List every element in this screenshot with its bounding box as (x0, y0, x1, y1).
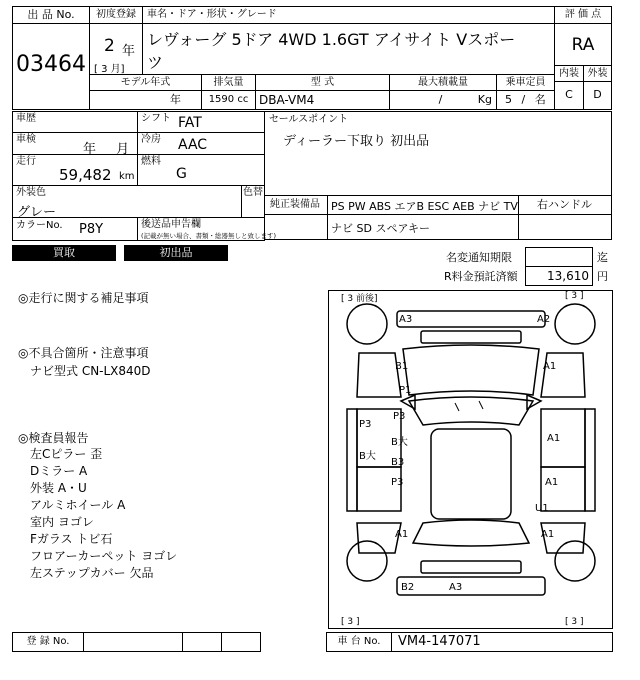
interior-score-cell (554, 81, 584, 110)
color-change-cell (241, 185, 265, 218)
ext-color-cell (12, 185, 242, 218)
damage-tag: A1 (543, 361, 557, 372)
displacement-value: 1590 cc (208, 94, 249, 105)
damage-tag: A1 (541, 529, 555, 540)
fuel-cell (137, 154, 265, 186)
damage-tag: B3 (391, 457, 405, 468)
car-name-label-cell (142, 6, 555, 24)
equip-label: 純正装備品 (270, 199, 320, 210)
max-load-label: 最大積載量 (418, 77, 468, 88)
wheel-front-left (347, 304, 387, 344)
inspection-value: 年 月 (83, 142, 130, 157)
year-unit: 年 (122, 44, 136, 59)
type-label: 型 式 (310, 77, 335, 88)
first-reg-label-cell (89, 6, 143, 24)
model-year-value: 年 (170, 93, 181, 106)
inspector-line: アルミホイール A (30, 498, 126, 512)
capacity-label-cell (496, 74, 555, 91)
damage-tag: A3 (399, 314, 413, 325)
sales-label: セールスポイント (269, 114, 349, 125)
shift-value: FAT (178, 115, 202, 131)
damage-tag: P3 (393, 411, 406, 422)
capacity-value: 5 / 名 (505, 93, 546, 106)
extra-equip-line (264, 214, 328, 240)
fuel-value: G (176, 166, 187, 182)
docs-label: 後送品申告欄 (141, 219, 201, 230)
inspector-line: Dミラー A (30, 464, 88, 478)
recycle-amount: 13,610 (547, 269, 589, 283)
shift-cell (137, 111, 265, 133)
history-cell (12, 111, 138, 133)
shift-label: シフト (141, 113, 171, 124)
exterior-label: 外装 (587, 68, 608, 79)
notice-label: 名変通知期限 (446, 251, 512, 264)
inspector-title: ◎検査員報告 (18, 431, 89, 445)
equipment-cell (327, 195, 519, 215)
score-cell (554, 23, 612, 66)
wheel-rear-right (555, 541, 595, 581)
max-load-cell (389, 90, 497, 110)
interior-score: C (565, 88, 573, 101)
docs-note: (記載が無い場合、書類・総器無しと致します) (141, 232, 277, 240)
reg-value-cell (83, 632, 183, 652)
defect-title: ◎不具合箇所・注意事項 (18, 346, 149, 360)
inspector-line: 外装 A・U (30, 481, 87, 495)
notice-unit: 迄 (597, 251, 608, 264)
score-label-cell (554, 6, 612, 24)
damage-tag: A2 (537, 314, 551, 325)
first-listing-button[interactable]: 初出品 (124, 245, 228, 261)
extra-equip-cell (327, 214, 519, 240)
fuel-label: 燃料 (141, 156, 161, 167)
type-label-cell (255, 74, 390, 91)
displacement-label: 排気量 (213, 77, 244, 88)
equipment-cell-right (518, 195, 612, 215)
chassis-label: 車 台 No. (337, 636, 381, 647)
damage-tag: B大 (359, 451, 376, 462)
damage-tag: P3 (391, 477, 404, 488)
buy-button[interactable]: 買取 (12, 245, 116, 261)
inspector-line: Fガラス トビ石 (30, 532, 113, 546)
ac-cell (137, 132, 265, 155)
car-name-label: 車名・ドア・形状・グレード (147, 9, 277, 20)
ac-label: 冷房 (141, 134, 161, 145)
displacement-cell (201, 90, 256, 110)
lot-number: 03464 (16, 52, 86, 77)
model-year-cell (89, 90, 202, 110)
recycle-unit: 円 (597, 270, 608, 283)
corner-front-right: [ 3 ] (565, 291, 584, 301)
damage-tag: A1 (395, 529, 409, 540)
car-diagram (328, 290, 613, 629)
lot-number-cell (12, 23, 90, 110)
driving-title: ◎走行に関する補足事項 (18, 291, 149, 305)
chassis-value: VM4-147071 (398, 634, 481, 649)
history-label: 車歴 (16, 113, 36, 124)
interior-label: 内装 (559, 68, 579, 79)
model-year-label: モデル年式 (120, 77, 171, 88)
equipment-value: PS PW ABS エアB ESC AEB ナビ TV (331, 200, 518, 213)
reg-label: 登 録 No. (26, 636, 70, 647)
recycle-label: R料金預託済額 (444, 270, 518, 283)
interior-label-cell (554, 65, 584, 82)
chassis-value-cell (391, 632, 613, 652)
lot-label-cell (12, 6, 90, 24)
docs-cell (137, 217, 277, 241)
displacement-label-cell (201, 74, 256, 91)
exterior-label-cell (583, 65, 612, 82)
color-change-label: 色替 (243, 187, 263, 198)
capacity-cell (496, 90, 555, 110)
equip-label-cell (264, 195, 328, 215)
inspection-label: 車検 (16, 134, 36, 145)
reg-value-cell-3 (221, 632, 261, 652)
damage-tag: B2 (401, 582, 415, 593)
first-reg-cell (89, 23, 143, 75)
damage-tag: B1 (395, 361, 409, 372)
extra-equip-right (518, 214, 612, 240)
damage-tag: P1 (399, 385, 412, 396)
type-cell (255, 90, 390, 110)
exterior-score-cell (583, 81, 612, 110)
ext-color-value: グレー (17, 205, 57, 220)
model-year-label-cell (89, 74, 202, 91)
ext-color-label: 外装色 (16, 187, 46, 198)
recycle-box (525, 266, 593, 286)
max-load-label-cell (389, 74, 497, 91)
damage-tag: A1 (547, 433, 561, 444)
inspector-line: 室内 ヨゴレ (30, 515, 94, 529)
sales-text: ディーラー下取り 初出品 (283, 134, 430, 149)
first-reg-label: 初度登録 (96, 9, 136, 20)
lot-label: 出 品 No. (27, 8, 75, 21)
exterior-score: D (593, 88, 602, 101)
color-no-value: P8Y (79, 222, 104, 237)
corner-front-left: [ 3 前後] (341, 294, 378, 304)
wheel-front-right (555, 304, 595, 344)
max-load-value: / Kg (438, 93, 492, 106)
inspector-line: フロアーカーペット ヨゴレ (30, 549, 178, 563)
color-no-cell (12, 217, 138, 241)
color-no-label: カラーNo. (16, 220, 63, 231)
ac-value: AAC (178, 137, 208, 153)
corner-rear-right: [ 3 ] (565, 617, 584, 627)
damage-tag: U1 (535, 503, 549, 514)
capacity-label: 乗車定員 (505, 77, 546, 88)
type-value: DBA-VM4 (259, 93, 315, 107)
damage-tag: A3 (449, 582, 463, 593)
mileage-unit: km (119, 171, 135, 182)
inspector-line: 左ステップカバー 欠品 (30, 566, 154, 580)
handle-value: 右ハンドル (537, 198, 592, 211)
notice-box (525, 247, 593, 267)
inspection-cell (12, 132, 138, 155)
mileage-cell (12, 154, 138, 186)
car-name-cell (142, 23, 555, 75)
damage-tag: P3 (359, 419, 372, 430)
car-name-line2: ツ (147, 53, 164, 72)
reg-label-cell (12, 632, 84, 652)
first-reg-year: 2 (104, 36, 115, 56)
inspector-line: 左Cピラー 歪 (30, 447, 103, 461)
score-label: 評 価 点 (564, 9, 602, 20)
corner-rear-left: [ 3 ] (341, 617, 360, 627)
inspector-list (30, 446, 177, 582)
mileage-value: 59,482 (59, 166, 112, 184)
extra-equip-value: ナビ SD スペアキー (331, 222, 431, 235)
mileage-label: 走行 (16, 156, 36, 167)
car-name-line1: レヴォーグ 5ドア 4WD 1.6GT アイサイト Vスポー (147, 30, 516, 49)
wheel-rear-left (347, 541, 387, 581)
damage-tag: A1 (545, 477, 559, 488)
reg-value-cell-2 (182, 632, 222, 652)
damage-tag: B大 (391, 437, 408, 448)
score-value: RA (571, 35, 595, 55)
defect-line: ナビ型式 CN-LX840D (30, 364, 151, 378)
first-reg-month: [ 3 月] (94, 64, 125, 75)
sales-cell (264, 111, 612, 196)
chassis-label-cell (326, 632, 392, 652)
